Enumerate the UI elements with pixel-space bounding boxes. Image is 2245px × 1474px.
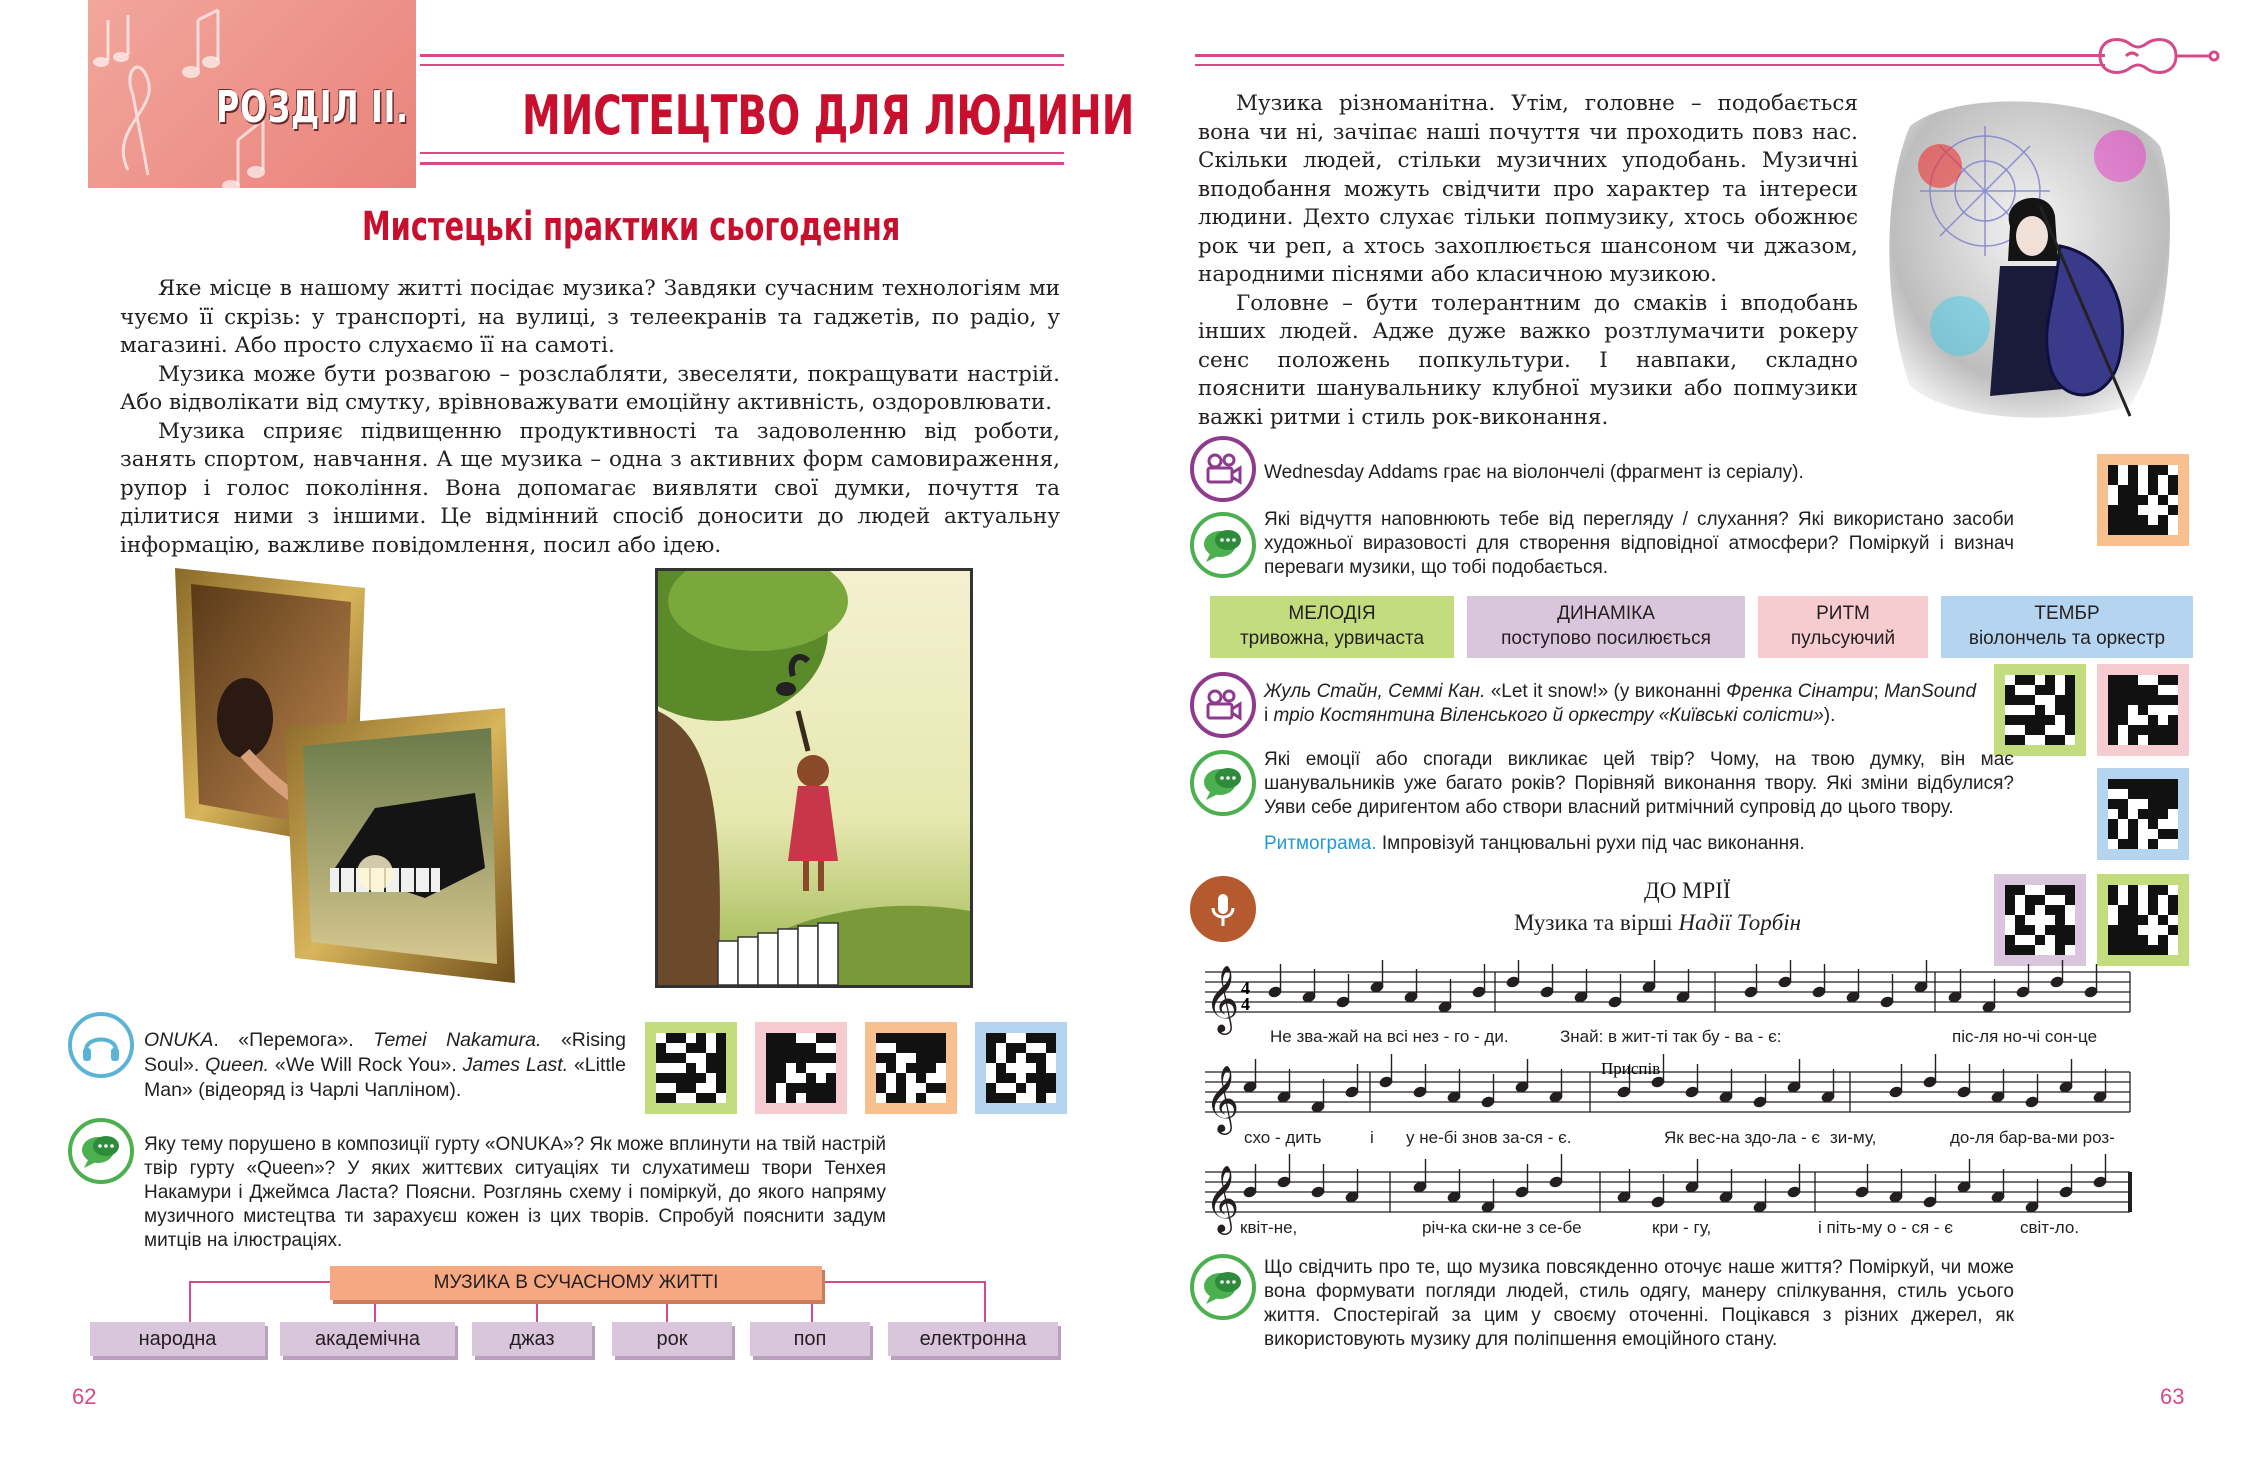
right-paragraph: Головне – бути толерантним до смаків і вподобань інших людей. Адже дуже важко розтлумачити рокеру сенс положень попкультури. І навпаки, складно пояснити шанувальнику клубної музики або попмузики важкі ритми і стиль рок-виконання. <box>1198 290 1858 430</box>
video2-authors: Жуль Стайн, Семмі Кан. <box>1264 681 1486 702</box>
song-credit-author: Надії Торбін <box>1678 910 1802 935</box>
listen-track: . «Перемога». <box>213 1029 374 1051</box>
chat-icon <box>1190 512 1256 578</box>
chat-icon <box>1190 750 1256 816</box>
lyric-line-2-part: у не-бі знов за-ся - є. <box>1406 1128 1572 1147</box>
section-title: Мистецькі практики сьогодення <box>362 204 901 250</box>
video1-text: Wednesday Addams грає на віолончелі (фрагмент із серіалу). <box>1264 462 1804 483</box>
page-number-right: 63 <box>2160 1384 2185 1409</box>
feature-name: МЕЛОДІЯ <box>1288 603 1376 624</box>
listen-track: «Rising Soul». <box>144 1029 626 1076</box>
lyric-line-3-part: квіт-не, <box>1240 1218 1298 1237</box>
header-rule-right-2 <box>1195 64 2105 66</box>
time-signature-top: 4 <box>1241 978 1250 998</box>
qr-code-icon[interactable] <box>1994 664 2086 756</box>
left-paragraph: Музика може бути розвагою – розслабляти, звеселяти, покращувати настрій. Або відволікати від смутку, врівноважувати емоційну активність, оздоровлювати. <box>120 361 1060 415</box>
video-camera-icon <box>1190 672 1256 738</box>
feature-dynamics <box>1467 596 1745 658</box>
lyric-line-1-part: Не зва-жай на всі нез - го - ди. <box>1270 1027 1509 1046</box>
rhythm-text: Імпровізуй танцювальні рухи під час виконання. <box>1376 833 1805 854</box>
left-discuss-text: Яку тему порушено в композиції гурту «ONUKA»? Як може вплинути на твій настрій твір гурту «Queen»? У яких життєвих ситуаціях ти слухатимеш твори Тенхея Накамури і Джеймса Ласта? Поясни. Розглянь схему і поміркуй, до якого напряму музичного мистецтва ти зарахуєш кожен із цих творів. Спробуй пояснити задум митців на ілюстраціях. <box>144 1134 886 1251</box>
video2-text <box>1264 680 1976 728</box>
illustration-cellist <box>1880 86 2180 426</box>
discuss2-text: Які емоції або спогади викликає цей твір? Чому, на твою думку, він має шанувальників уже багато років? Порівняй виконання твору. Які зміни відбулися? Уяви себе диригентом або створи власний ритмічний супровід до цього твору. <box>1264 749 2014 818</box>
genre-box: рок <box>612 1322 732 1356</box>
genre-box: електронна <box>888 1322 1058 1356</box>
discuss1-text: Які відчуття наповнюють тебе від перегляду / слухання? Які використано засоби художньої виразовості для створення відповідної атмосфери? Поміркуй і визнач переваги музики, що тобі подобається. <box>1264 509 2014 578</box>
video-camera-icon <box>1190 436 1256 502</box>
genre-box: поп <box>750 1322 870 1356</box>
chapter-label: РОЗДІЛ ІІ. <box>216 82 409 133</box>
video2-performer: Френка Сінатри <box>1726 681 1874 702</box>
chorus-label: Приспів <box>1601 1059 1661 1078</box>
listen-track: «We Will Rock You». <box>269 1054 463 1076</box>
treble-clef-icon: 𝄞 <box>1205 964 1240 1032</box>
feature-value: поступово посилюється <box>1501 628 1711 649</box>
listen-artist: Тетеі Nakamura. <box>373 1029 542 1051</box>
song-credit <box>1514 910 1801 936</box>
feature-name: ДИНАМІКА <box>1557 603 1655 624</box>
lyric-line-3-part: і піть-му о - ся - є <box>1818 1218 1953 1237</box>
microphone-icon <box>1190 876 1256 942</box>
lyric-line-2-part: схо - дить <box>1244 1128 1322 1147</box>
lyric-line-3-part: кри - гу, <box>1652 1218 1712 1237</box>
lyric-line-3-part: річ-ка ски-не з се-бе <box>1422 1218 1582 1237</box>
left-paragraph: Яке місце в нашому житті посідає музика? Завдяки сучасним технологіям ми чуємо її скрізь: у транспорті, на вулиці, з телеекранів та гаджетів, по радіо, у магазині. Або просто слухаємо її на самоті. <box>120 276 1060 358</box>
song-title: ДО МРІЇ <box>1644 878 1731 903</box>
video2-performer: тріо Костянтина Віленського й оркестру «Київські солісти» <box>1273 705 1824 726</box>
qr-code-icon[interactable] <box>2097 874 2189 966</box>
sheet-music <box>1205 960 2155 1250</box>
scheme-title-box <box>330 1266 822 1300</box>
page-number-left: 62 <box>72 1384 97 1409</box>
chat-icon <box>1190 1254 1256 1320</box>
feature-rhythm <box>1758 596 1928 658</box>
discuss3-text: Що свідчить про те, що музика повсякденно оточує наше життя? Поміркуй, чи може вона формувати погляди людей, стиль одягу, манеру спілкування, стиль усього життя. Спостерігай за цим у своєму оточенні. Поцікався з різних джерел, як використовують музику для поліпшення емоційного стану. <box>1264 1257 2014 1350</box>
header-rule-right <box>1195 54 2105 57</box>
qr-code-icon[interactable] <box>1994 874 2086 966</box>
listen-track: «Little Man» (відеоряд із Чарлі Чапліном). <box>144 1054 626 1101</box>
video2-performer: ManSound <box>1884 681 1977 702</box>
lyric-line-2-part: до-ля бар-ва-ми роз- <box>1950 1128 2115 1147</box>
qr-code-icon[interactable] <box>2097 454 2189 546</box>
treble-clef-icon: 𝄞 <box>1205 1164 1240 1232</box>
genre-box: джаз <box>472 1322 592 1356</box>
listen-artist: ONUKA <box>144 1029 214 1051</box>
rhythm-task <box>1264 832 2024 856</box>
video2-sep: ). <box>1823 705 1836 726</box>
lyric-line-3-part: світ-ло. <box>2020 1218 2080 1237</box>
lyric-line-1-part: піс-ля но-чі сон-це <box>1952 1027 2098 1046</box>
video2-sep: ; <box>1873 681 1885 702</box>
lyric-line-1-part: Знай: в жит-ті <box>1560 1027 1668 1046</box>
lyric-line-2-part: і <box>1370 1128 1374 1147</box>
feature-name: РИТМ <box>1816 603 1870 624</box>
video2-title: «Let it snow!» (у виконанні <box>1485 681 1727 702</box>
right-body-text <box>1198 90 1858 432</box>
genre-box: народна <box>90 1322 265 1356</box>
scheme-title: МУЗИКА В СУЧАСНОМУ ЖИТТІ <box>433 1272 719 1293</box>
treble-clef-icon: 𝄞 <box>1205 1064 1240 1132</box>
listen-artist: Queen. <box>205 1054 270 1076</box>
feature-name: ТЕМБР <box>2034 603 2100 624</box>
qr-code-icon[interactable] <box>2097 664 2189 756</box>
feature-value: пульсуючий <box>1790 628 1896 649</box>
lyric-line-1-part: і так бу - ва - є: <box>1664 1027 1782 1046</box>
qr-code-icon[interactable] <box>2097 768 2189 860</box>
genre-box: академічна <box>280 1322 455 1356</box>
video2-sep: і <box>1264 705 1274 726</box>
time-signature-bottom: 4 <box>1241 994 1250 1014</box>
feature-melody <box>1210 596 1454 658</box>
chapter-title: МИСТЕЦТВО ДЛЯ ЛЮДИНИ <box>522 84 1135 147</box>
song-credit-prefix: Музика та вірші <box>1514 910 1679 935</box>
listen-artist: James Last. <box>462 1054 569 1076</box>
feature-timbre <box>1941 596 2193 658</box>
feature-value: тривожна, урвичаста <box>1239 628 1425 649</box>
rhythm-label[interactable]: Ритмограма. <box>1264 833 1377 854</box>
right-paragraph: Музика різноманітна. Утім, головне – подобається вона чи ні, зачіпає наші почуття чи проходить повз нас. Скільки людей, стільки музичних уподобань. Музичні вподобання можуть свідчити про характер та інтереси людини. Дехто слухає тільки попмузику, хтось обожнює рок чи реп, а хтось захоплюється шансоном чи джазом, народними піснями або класичною музикою. <box>1198 91 1858 287</box>
lyric-line-2-part: Як вес-на здо-ла - є <box>1664 1128 1821 1147</box>
violin-icon <box>2090 26 2220 86</box>
lyric-line-2-part: зи-му, <box>1830 1128 1877 1147</box>
scheme-connectors <box>0 0 1100 1474</box>
left-paragraph: Музика сприяє підвищенню продуктивності та задоволенню від роботи, занять спортом, навчання. А ще музика – одна з активних форм самовираження, рупор і голос покоління. Вона допомагає виявляти свої думки, почуття та ділитися ними з іншими. Це відмінний спосіб доносити до людей актуальну інформацію, важливе повідомлення, посил або ідею. <box>120 418 1060 558</box>
feature-value: віолончель та оркестр <box>1968 628 2166 649</box>
